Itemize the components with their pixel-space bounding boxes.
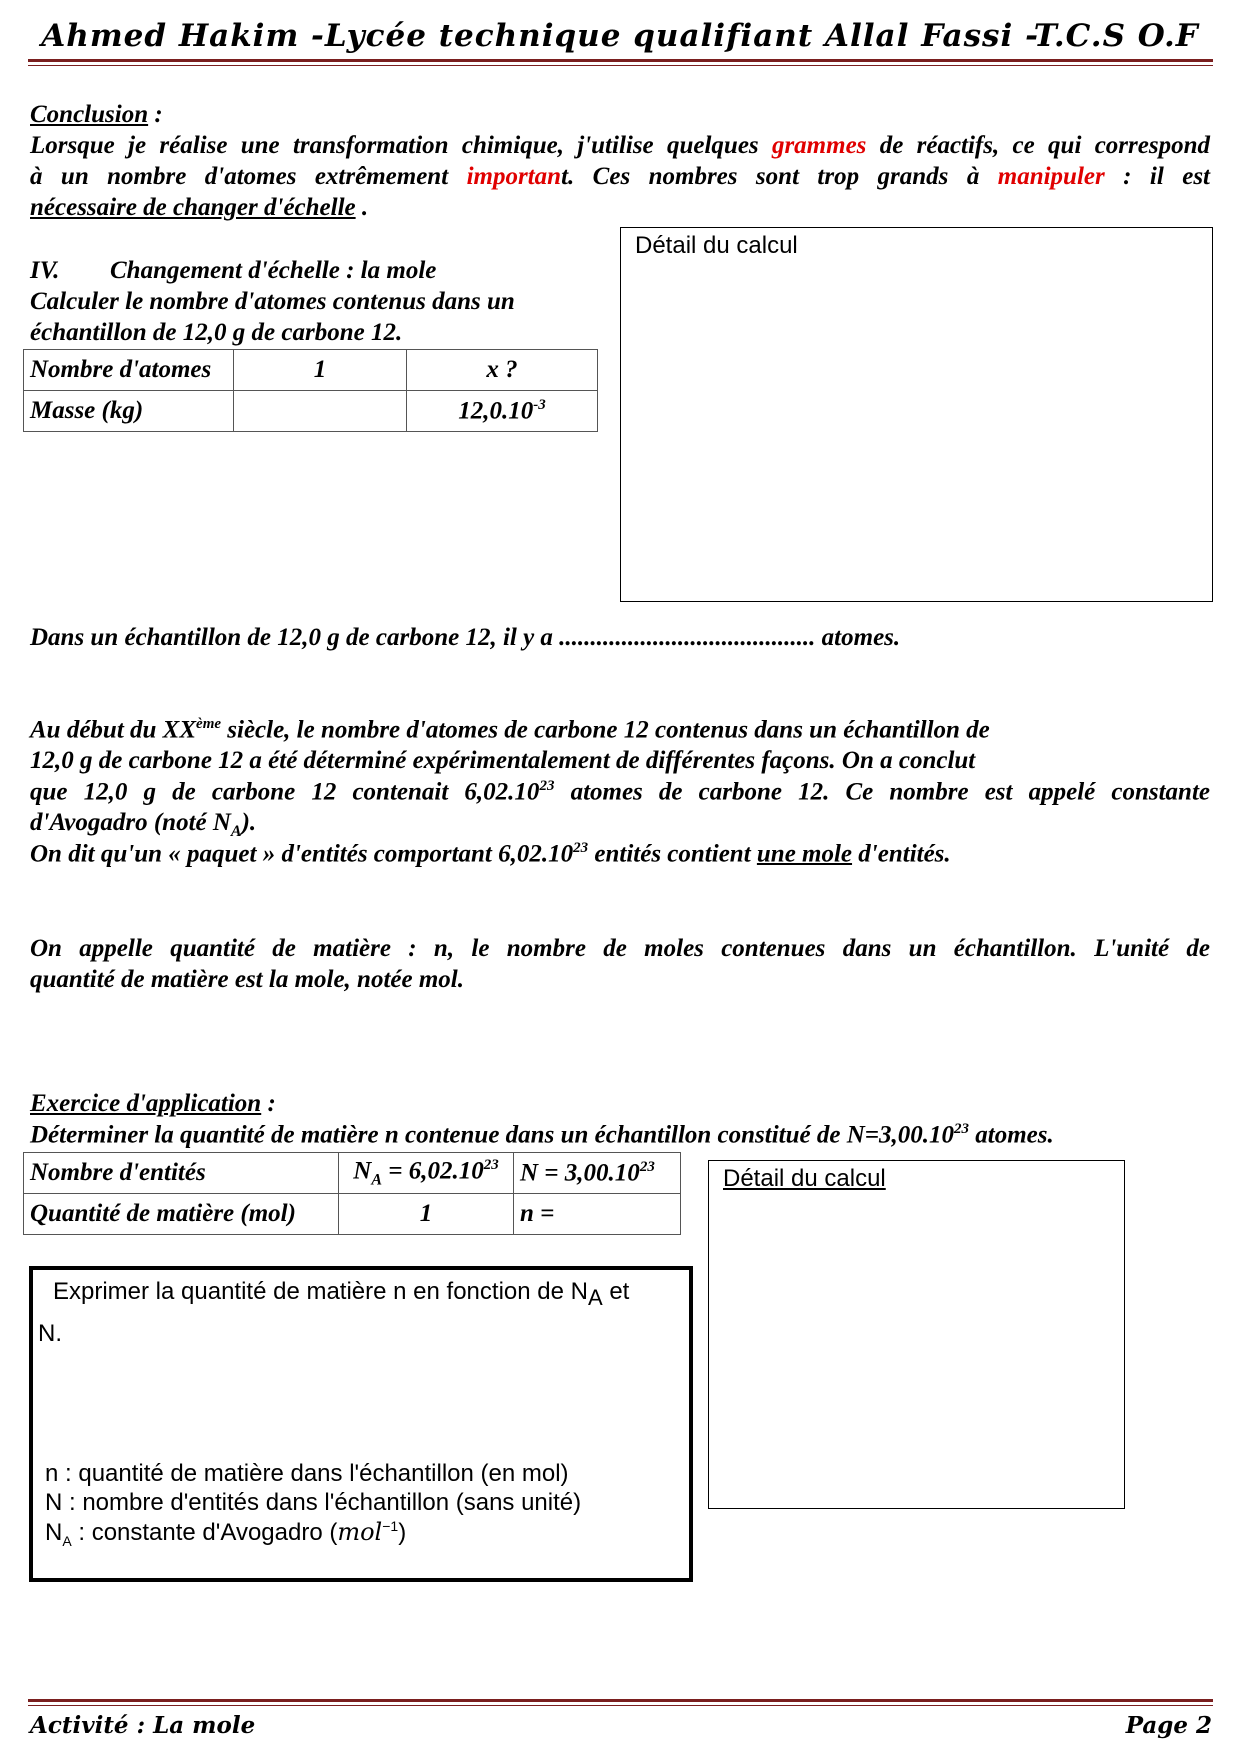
table-cell: Nombre d'atomes — [24, 350, 234, 391]
atoms-mass-table — [23, 349, 598, 432]
table-cell: $12,0.10^{-3}$ — [407, 391, 598, 432]
definition-n: n : quantité de matière dans l'échantillon (en mol) — [45, 1460, 569, 1487]
definition-line-2: quantité de matière est la mole, notée mol. — [30, 966, 464, 993]
table-cell: 1 — [339, 1194, 514, 1235]
avogadro-line-5: On dit qu'un « paquet » d'entités comportant 6,02.10$^{23}$ entités contient une mole d'entités. — [30, 840, 951, 868]
table-cell: Masse (kg) — [24, 391, 234, 432]
table-row — [24, 1153, 681, 1194]
header-rule-thin — [28, 65, 1213, 66]
avogadro-line-4: d'Avogadro (noté $N_A$). — [30, 809, 257, 840]
footer-activity-title: Activité : La mole — [30, 1712, 256, 1739]
conclusion-line-3: nécessaire de changer d'échelle . — [30, 194, 369, 221]
footer-page-number: Page 2 — [1125, 1712, 1212, 1739]
table-cell: Nombre d'entités — [24, 1153, 339, 1194]
avogadro-line-1: Au début du XXème siècle, le nombre d'atomes de carbone 12 contenus dans un échantillon de — [30, 716, 990, 744]
table-cell: Quantité de matière (mol) — [24, 1194, 339, 1235]
calculation-box-1[interactable] — [620, 227, 1213, 602]
conclusion-line-1: Lorsque je réalise une transformation chimique, j'utilise quelques grammes de réactifs, ce qui correspond — [30, 132, 1210, 159]
conclusion-heading: Conclusion : — [30, 101, 163, 128]
table-row — [24, 1194, 681, 1235]
calculation-box-label: Détail du calcul — [723, 1165, 886, 1192]
calculation-box-label: Détail du calcul — [635, 232, 798, 259]
definition-line-1: On appelle quantité de matière : n, le nombre de moles contenues dans un échantillon. L'unité de — [30, 935, 1210, 962]
definition-N: N : nombre d'entités dans l'échantillon (sans unité) — [45, 1489, 582, 1516]
avogadro-line-3: que 12,0 g de carbone 12 contenait 6,02.10$^{23}$ atomes de carbone 12. Ce nombre est appelé constante — [30, 778, 1210, 806]
table-cell — [234, 391, 407, 432]
express-box-title-line-2: N. — [38, 1320, 62, 1347]
table-cell: $N_A = 6,02.10^{23}$ — [339, 1153, 514, 1194]
exercise-heading: Exercice d'application : — [30, 1090, 276, 1117]
page-header-title: Ahmed Hakim -Lycée technique qualifiant Allal Fassi -T.C.S O.F — [41, 18, 1199, 54]
avogadro-line-2: 12,0 g de carbone 12 a été déterminé expérimentalement de différentes façons. On a conclut — [30, 747, 976, 774]
section-number: IV. — [30, 257, 60, 284]
section-question-1: Calculer le nombre d'atomes contenus dans un — [30, 288, 515, 315]
conclusion-line-2: à un nombre d'atomes extrêmement important. Ces nombres sont trop grands à manipuler : il est — [30, 163, 1210, 190]
table-row — [24, 350, 598, 391]
table-cell: x ? — [407, 350, 598, 391]
table-cell: $N = 3,00.10^{23}$ — [514, 1153, 681, 1194]
exercise-question: Déterminer la quantité de matière n contenue dans un échantillon constitué de $N=3,00.10^{23}$ atomes. — [30, 1121, 1054, 1149]
footer-rule-thin — [28, 1705, 1213, 1706]
express-formula-box[interactable] — [29, 1266, 693, 1582]
header-rule — [28, 59, 1213, 62]
entities-quantity-table — [23, 1152, 681, 1235]
express-box-title: Exprimer la quantité de matière n en fonction de $N_A$ et — [53, 1278, 630, 1310]
definition-NA: $N_A$ : constante d'Avogadro (mol$^{-1}$) — [45, 1518, 407, 1549]
section-question-2: échantillon de 12,0 g de carbone 12. — [30, 319, 403, 346]
calculation-box-2[interactable] — [708, 1160, 1125, 1509]
table-row — [24, 391, 598, 432]
section-title: Changement d'échelle : la mole — [110, 257, 437, 284]
result-line: Dans un échantillon de 12,0 g de carbone 12, il y a ......................................... atomes. — [30, 624, 901, 651]
footer-rule — [28, 1699, 1213, 1702]
table-cell: 1 — [234, 350, 407, 391]
table-cell: n = — [514, 1194, 681, 1235]
